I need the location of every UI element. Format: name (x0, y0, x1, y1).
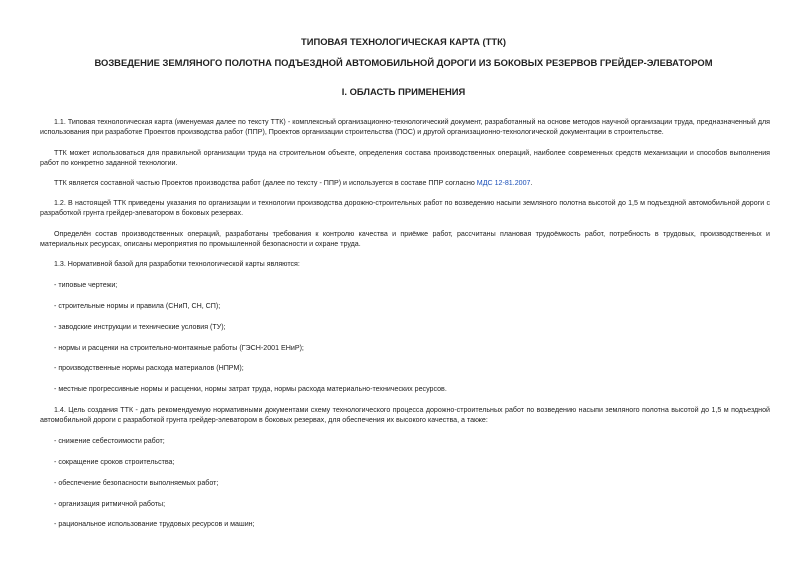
paragraph-ttk-usage: ТТК может использоваться для правильной организации труда на строительном объекте, определения состава производственных операций, наиболее современных средств механизации и способов выполнения работ по конкретно заданной технологии. (40, 149, 770, 168)
list-item: - рациональное использование трудовых ресурсов и машин; (54, 520, 255, 528)
list-item: - снижение себестоимости работ; (54, 437, 165, 445)
paragraph-1-4: 1.4. Цель создания ТТК - дать рекомендуемую нормативными документами схему технологического процесса дорожно-строительных работ по возведению насыпи земляного полотна высотой до 1,5 м подъездной автомобильной дороги с разработкой грунта грейдер-элеватором в боковых резервах, для обеспечения их высокого качества, а также: (40, 406, 770, 425)
mds-link[interactable]: МДС 12-81.2007 (476, 179, 531, 187)
list-item: - строительные нормы и правила (СНиП, СН, СП); (54, 302, 221, 310)
list-item: - типовые чертежи; (54, 281, 118, 289)
list-item: - заводские инструкции и технические условия (ТУ); (54, 323, 226, 331)
list-item: - организация ритмичной работы; (54, 500, 166, 508)
paragraph-1-1: 1.1. Типовая технологическая карта (именуемая далее по тексту ТТК) - комплексный организационно-технологический документ, разработанный на основе методов научной организации труда, предназначенный для использования при разработке Проектов производства работ (ППР), Проектов организации строительства (ПОС) и другой организационно-технологической документации в строительстве. (40, 118, 770, 137)
document-subtitle: ВОЗВЕДЕНИЕ ЗЕМЛЯНОГО ПОЛОТНА ПОДЪЕЗДНОЙ АВТОМОБИЛЬНОЙ ДОРОГИ ИЗ БОКОВЫХ РЕЗЕРВОВ ГРЕЙДЕР-ЭЛЕВАТОРОМ (94, 57, 713, 68)
paragraph-1-3: 1.3. Нормативной базой для разработки технологической карты являются: (54, 260, 300, 268)
paragraph-ttk-ppr-text: ТТК является составной частью Проектов производства работ (далее по тексту - ППР) и используется в составе ППР согласно (54, 179, 477, 187)
list-item: - обеспечение безопасности выполняемых работ; (54, 479, 219, 487)
list-item: - нормы и расценки на строительно-монтажные работы (ГЭСН-2001 ЕНиР); (54, 344, 304, 352)
list-item: - сокращение сроков строительства; (54, 458, 175, 466)
list-item: - производственные нормы расхода материалов (НПРМ); (54, 364, 244, 372)
paragraph-1-2: 1.2. В настоящей ТТК приведены указания по организации и технологии производства дорожно-строительных работ по возведению насыпи земляного полотна высотой до 1,5 м подъездной автомобильной дороги с разработкой грунта грейдер-элеватором в боковых резервах. (40, 199, 770, 218)
section-heading: I. ОБЛАСТЬ ПРИМЕНЕНИЯ (341, 86, 466, 97)
paragraph-ttk-ppr (40, 178, 770, 188)
list-item: - местные прогрессивные нормы и расценки, нормы затрат труда, нормы расхода материально-технических ресурсов. (54, 385, 447, 393)
paragraph-ttk-ppr-end: . (530, 179, 533, 187)
paragraph-composition: Определён состав производственных операций, разработаны требования к контролю качества и приёмке работ, рассчитаны плановая трудоёмкость работ, потребность в трудовых, производственных и материальных ресурсах, описаны мероприятия по промышленной безопасности и охране труда. (40, 230, 770, 249)
document-title: ТИПОВАЯ ТЕХНОЛОГИЧЕСКАЯ КАРТА (ТТК) (301, 36, 506, 47)
